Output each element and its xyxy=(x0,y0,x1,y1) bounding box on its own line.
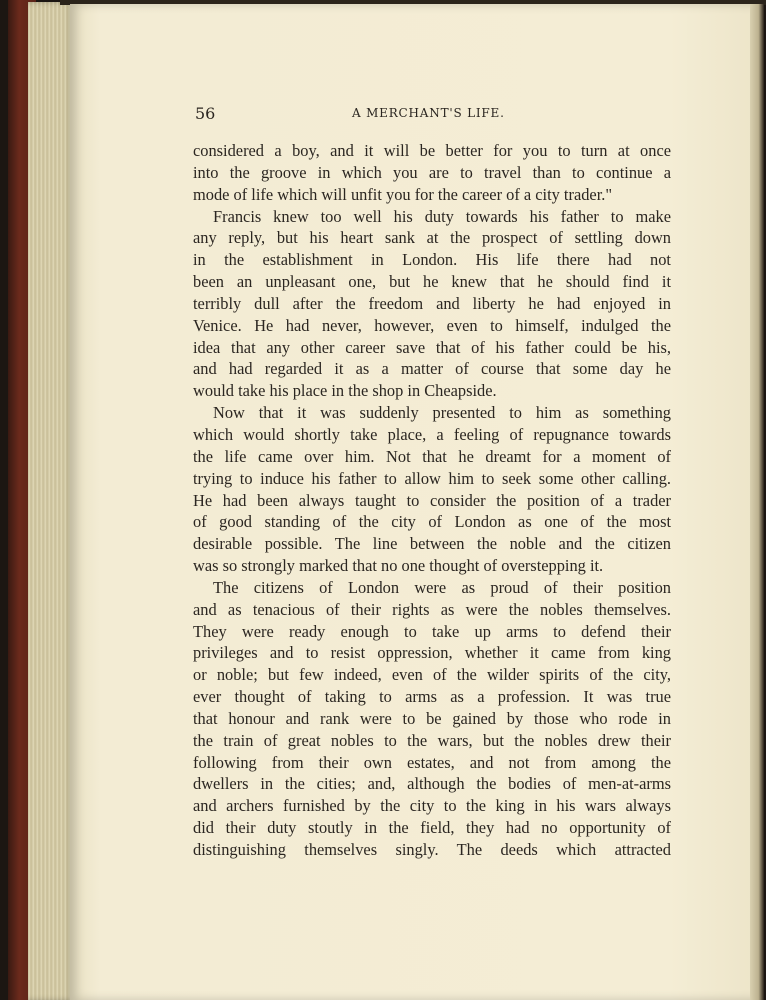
text-line: Venice. He had never, however, even to himself, indulged the xyxy=(193,315,671,335)
text-line: did their duty stoutly in the field, they had no opportunity of xyxy=(193,818,671,838)
text-line: dwellers in the cities; and, although the bodies of men-at-arms xyxy=(193,774,671,794)
text-line: that honour and rank were to be gained by those who rode in xyxy=(193,708,671,728)
text-line: trying to induce his father to allow him to seek some other calling. xyxy=(193,468,671,488)
page-number: 56 xyxy=(195,104,216,123)
page-right-edge xyxy=(750,4,764,1000)
text-line: terribly dull after the freedom and liberty he had enjoyed in xyxy=(193,293,671,313)
text-line: any reply, but his heart sank at the prospect of settling down xyxy=(193,228,671,248)
text-line: He had been always taught to consider the position of a trader xyxy=(193,490,671,510)
text-line: privileges and to resist oppression, whether it came from king xyxy=(193,643,671,663)
body-text xyxy=(193,140,671,861)
text-line: in the establishment in London. His life there had not xyxy=(193,250,671,270)
text-line: idea that any other career save that of his father could be his, xyxy=(193,337,671,357)
text-line: mode of life which will unfit you for the career of a city trader." xyxy=(193,184,613,204)
text-line: and had regarded it as a matter of course that some day he xyxy=(193,359,671,379)
text-line: or noble; but few indeed, even of the wilder spirits of the city, xyxy=(193,665,671,685)
text-line: Now that it was suddenly presented to him as something xyxy=(213,403,671,423)
text-line: into the groove in which you are to travel than to continue a xyxy=(193,162,671,182)
page-edges xyxy=(28,2,74,1000)
text-line: and as tenacious of their rights as were the nobles themselves. xyxy=(193,599,671,619)
text-line: the train of great nobles to the wars, but the nobles drew their xyxy=(193,730,671,750)
page-header xyxy=(195,104,670,128)
text-line: would take his place in the shop in Cheapside. xyxy=(193,381,497,401)
text-line: considered a boy, and it will be better for you to turn at once xyxy=(193,141,671,160)
text-line: ever thought of taking to arms as a profession. It was true xyxy=(193,687,671,707)
text-line: the life came over him. Not that he dreamt for a moment of xyxy=(193,446,671,466)
text-line: been an unpleasant one, but he knew that he should find it xyxy=(193,272,671,292)
text-line: The citizens of London were as proud of their position xyxy=(213,577,671,597)
text-line: and archers furnished by the city to the king in his wars always xyxy=(193,796,671,816)
text-line: which would shortly take place, a feeling of repugnance towards xyxy=(193,424,671,444)
text-line: desirable possible. The line between the noble and the citizen xyxy=(193,534,671,554)
text-line: of good standing of the city of London as one of the most xyxy=(193,512,671,532)
text-line: following from their own estates, and not from among the xyxy=(193,752,671,772)
running-head: A MERCHANT'S LIFE. xyxy=(352,106,505,120)
text-line: distinguishing themselves singly. The deeds which attracted xyxy=(193,840,671,859)
text-line: Francis knew too well his duty towards his father to make xyxy=(213,206,671,226)
text-line: They were ready enough to take up arms to defend their xyxy=(193,621,671,641)
text-line: was so strongly marked that no one thought of overstepping it. xyxy=(193,556,604,576)
